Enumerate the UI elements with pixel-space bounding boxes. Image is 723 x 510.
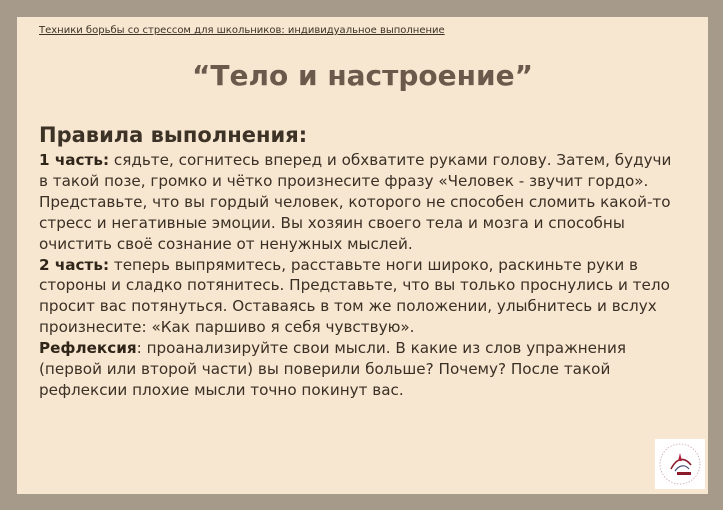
reflection-text: : проанализируйте свои мысли. В какие из слов упражнения (первой или второй части) вы поверили больше? Почему? После такой рефлексии плохие мысли точно покинут вас. — [39, 339, 626, 399]
part1-label: 1 часть: — [39, 151, 110, 169]
rules-heading: Правила выполнения: — [39, 123, 308, 147]
part2-label: 2 часть: — [39, 255, 110, 274]
reflection-label: Рефлексия — [39, 339, 137, 358]
reflection-paragraph — [39, 338, 679, 401]
part1-text: сядьте, согнитесь вперед и обхватите руками голову. Затем, будучи в такой позе, громко и чётко произнесите фразу «Человек - звучит гордо». Представьте, что вы гордый человек, которого не способен сломить какой-то стресс и негативные эмоции. Вы хозяин своего тела и мозга и способны очистить своё сознание от ненужных мыслей. — [39, 151, 672, 253]
page-title: “Тело и настроение” — [191, 59, 534, 92]
top-caption: Техники борьбы со стрессом для школьников: индивидуальное выполнение — [39, 25, 445, 36]
part2-text: теперь выпрямитесь, расставьте ноги широко, раскиньте руки в стороны и сладко потянитесь. Представьте, что вы только проснулись и тело просит вас потянуться. Оставаясь в том же положении, улыбнитесь и вслух произнесите: «Как паршиво я себя чувствую». — [39, 255, 670, 337]
part2-paragraph — [39, 255, 679, 339]
rules-body — [39, 150, 679, 401]
content-card — [17, 17, 708, 494]
hand-seal-logo-icon — [655, 439, 705, 489]
part1-paragraph — [39, 150, 679, 255]
